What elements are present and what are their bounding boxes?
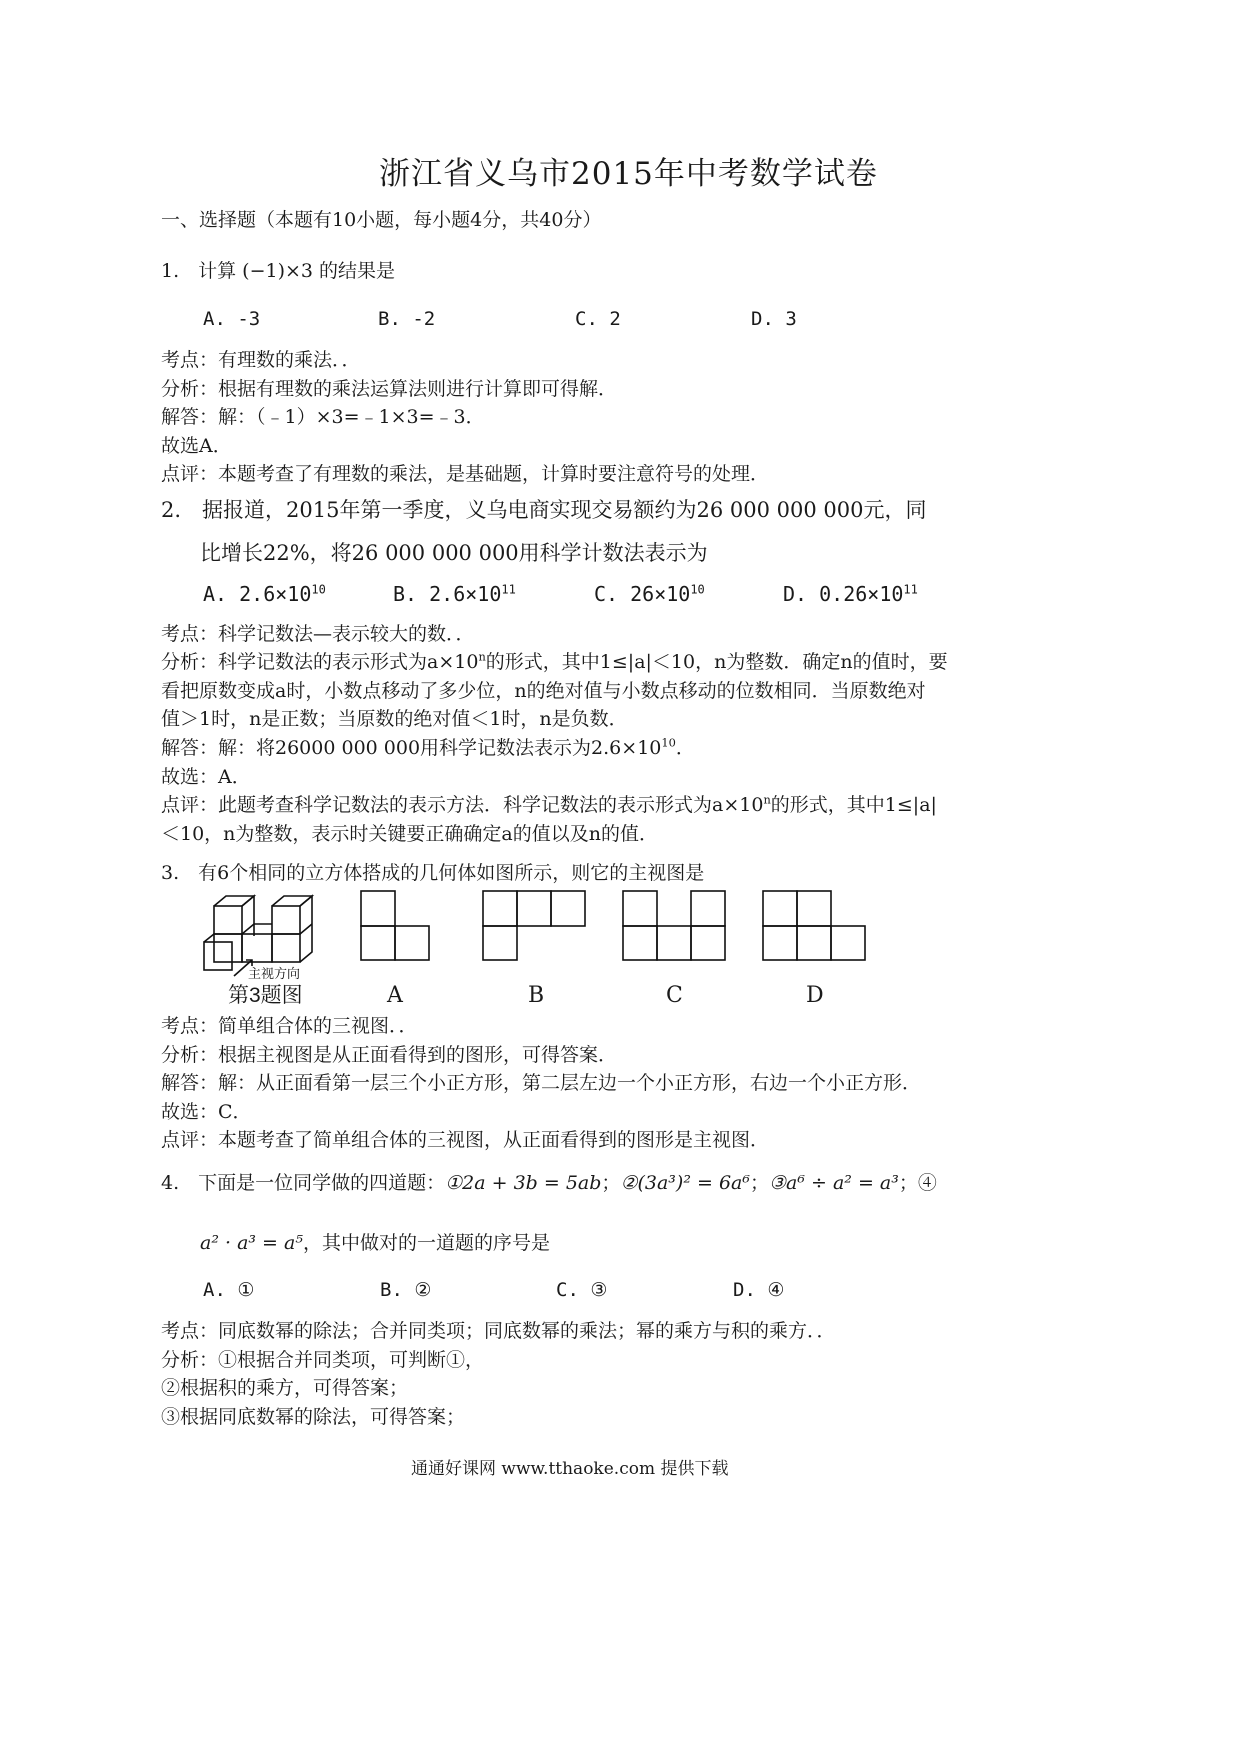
q4-equation-4: a² · a³ = a⁵ xyxy=(200,1232,303,1254)
q4-fenxi-line3: ③根据同底数幂的除法，可得答案； xyxy=(161,1406,466,1428)
q2-fenxi-line1: 分析：科学记数法的表示形式为$a\times 10^n$的形式，其中1≤|a|＜10，n为整数．确定n的值时，要 xyxy=(161,649,948,673)
q2-option-b: B. $2.6\times 10^{11}$ xyxy=(393,582,516,606)
q4-equation-1: ①2a + 3b = 5ab xyxy=(445,1172,602,1194)
q3-option-b-label: B xyxy=(528,983,545,1008)
q1-jieda: 解答：解：（﹣1）×3=﹣1×3=﹣3． xyxy=(161,406,485,428)
page-footer: 通通好课网 www.tthaoke.com 提供下载 xyxy=(411,1459,729,1479)
q2-fenxi-line3: 值＞1时，n是正数；当原数的绝对值＜1时，n是负数． xyxy=(161,708,628,730)
q4-equation-2: ②(3a³)² = 6a⁶ xyxy=(620,1172,750,1194)
q1-option-d: D. 3 xyxy=(751,308,797,330)
q1-fenxi: 分析：根据有理数的乘法运算法则进行计算即可得解． xyxy=(161,378,618,400)
q3-option-d-label: D xyxy=(806,983,824,1008)
q3-fenxi: 分析：根据主视图是从正面看得到的图形，可得答案． xyxy=(161,1044,618,1066)
q2-jieda: 解答：解：将26000 000 000用科学记数法表示为$2.6\times 10^{10}$． xyxy=(161,735,695,759)
q4-fenxi-line2: ②根据积的乘方，可得答案； xyxy=(161,1377,409,1399)
section-heading: 一、选择题（本题有10小题，每小题4分，共40分） xyxy=(161,209,602,231)
q4-option-d: D. ④ xyxy=(733,1279,785,1301)
q2-dianping-line2: ＜10，n为整数，表示时关键要正确确定a的值以及n的值． xyxy=(161,823,658,845)
q3-direction-label: 主视方向 xyxy=(248,966,301,981)
q4-equation-3: ③a⁶ ÷ a² = a³ xyxy=(769,1172,899,1194)
q3-kaodian: 考点：简单组合体的三视图．． xyxy=(161,1015,418,1037)
q4-option-a: A. ① xyxy=(203,1279,255,1301)
q2-option-a: A. $2.6\times 10^{10}$ xyxy=(203,582,326,606)
q4-option-c: C. ③ xyxy=(556,1279,608,1301)
q3-option-a-label: A xyxy=(387,983,403,1008)
q2-option-c: C. $26\times 10^{10}$ xyxy=(594,582,705,606)
q2-kaodian: 考点：科学记数法—表示较大的数．． xyxy=(161,623,475,645)
page-title: 浙江省义乌市2015年中考数学试卷 xyxy=(379,156,878,192)
q2-dianping-line1: 点评：此题考查科学记数法的表示方法．科学记数法的表示形式为$a\times 10^n$的形式，其中1≤|a| xyxy=(161,792,937,816)
q3-cube-figure xyxy=(200,890,320,990)
q4-option-b: B. ② xyxy=(380,1279,432,1301)
q3-stem: 3. 有6个相同的立方体搭成的几何体如图所示，则它的主视图是 xyxy=(161,862,705,884)
q4-fenxi-line1: 分析：①根据合并同类项，可判断①， xyxy=(161,1349,485,1371)
q1-kaodian: 考点：有理数的乘法．． xyxy=(161,349,361,371)
q3-option-c-label: C xyxy=(666,983,683,1008)
q2-fenxi-line2: 看把原数变成a时，小数点移动了多少位，n的绝对值与小数点移动的位数相同．当原数绝对 xyxy=(161,680,926,702)
q1-stem: 1. 计算 (−1)×3 的结果是 xyxy=(161,260,396,282)
q3-option-b-figure xyxy=(482,890,588,962)
q3-figure-caption: 第3题图 xyxy=(228,984,303,1007)
q2-stem-line2: 比增长22%，将26 000 000 000用科学计数法表示为 xyxy=(200,541,708,565)
q1-guxuan: 故选A． xyxy=(161,435,232,457)
q1-option-b: B. -2 xyxy=(378,308,436,330)
q1-dianping: 点评：本题考查了有理数的乘法，是基础题，计算时要注意符号的处理． xyxy=(161,463,770,485)
q4-stem-line1: 4. 下面是一位同学做的四道题：①2a + 3b = 5ab；②(3a³)² = 6a⁶；③a⁶ ÷ a² = a³；④ xyxy=(161,1172,937,1194)
q3-jieda: 解答：解：从正面看第一层三个小正方形，第二层左边一个小正方形，右边一个小正方形． xyxy=(161,1072,922,1094)
q3-option-a-figure xyxy=(360,890,432,962)
q3-dianping: 点评：本题考查了简单组合体的三视图，从正面看得到的图形是主视图． xyxy=(161,1129,770,1151)
q2-option-d: D. $0.26\times 10^{11}$ xyxy=(783,582,918,606)
q3-guxuan: 故选：C． xyxy=(161,1101,252,1123)
q3-option-d-figure xyxy=(762,890,868,962)
q2-stem-line1: 2. 据报道，2015年第一季度，义乌电商实现交易额约为26 000 000 000元，同 xyxy=(161,498,927,522)
q3-option-c-figure xyxy=(622,890,728,962)
q1-option-c: C. 2 xyxy=(575,308,621,330)
q4-stem-line2: a² · a³ = a⁵，其中做对的一道题的序号是 xyxy=(200,1232,550,1254)
q2-guxuan: 故选：A． xyxy=(161,766,251,788)
q1-option-a: A. -3 xyxy=(203,308,261,330)
q4-kaodian: 考点：同底数幂的除法；合并同类项；同底数幂的乘法；幂的乘方与积的乘方．． xyxy=(161,1320,836,1342)
